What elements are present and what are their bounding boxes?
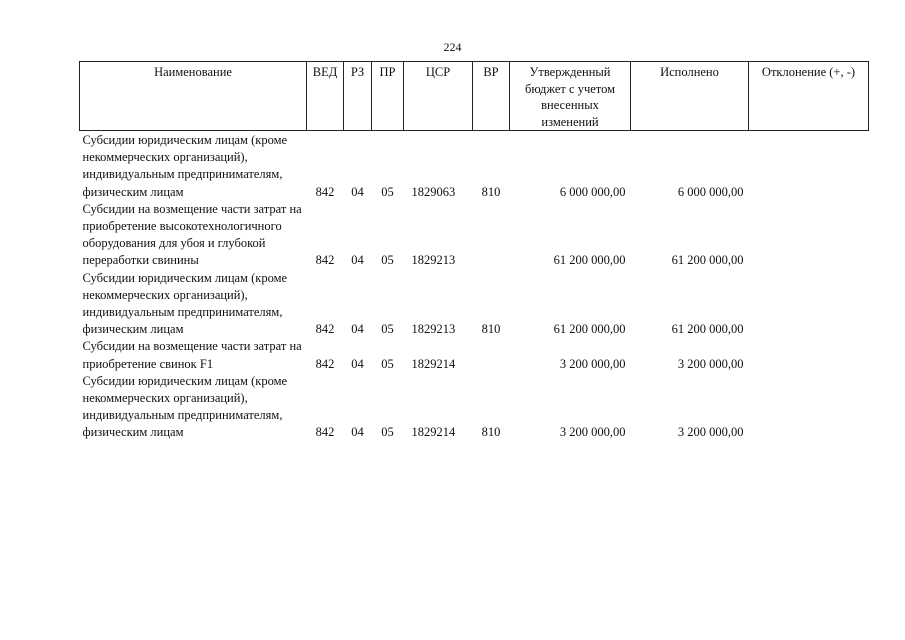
cell-pr: 05 [381,356,394,371]
table-row [80,338,869,372]
cell-executed: 3 200 000,00 [677,356,744,371]
cell-ved: 842 [315,253,335,268]
cell-vr [473,338,510,372]
header-row [80,62,869,131]
table-row [80,373,869,442]
cell-executed: 61 200 000,00 [671,322,744,337]
cell-csr: 1829214 [411,425,456,440]
cell-executed: 6 000 000,00 [677,184,744,199]
cell-ved: 842 [315,425,335,440]
header-approved: Утвержденный бюджет с учетом внесенных изменений [510,62,631,131]
table-row [80,201,869,270]
header-rz: РЗ [344,62,372,131]
cell-ved: 842 [315,184,335,199]
cell-ved: 842 [315,356,335,371]
header-vr: ВР [473,62,510,131]
header-name: Наименование [80,62,307,131]
cell-name: Субсидии на возмещение части затрат на приобретение высокотехнологичного оборудования для убоя и глубокой переработки свинины [82,201,302,268]
table-header [80,62,869,131]
cell-rz: 04 [351,253,364,268]
cell-name: Субсидии юридическим лицам (кроме некоммерческих организаций), индивидуальным предпринимателям, физическим лицам [82,270,288,337]
cell-name: Субсидии юридическим лицам (кроме некоммерческих организаций), индивидуальным предпринимателям, физическим лицам [82,373,288,440]
cell-approved: 6 000 000,00 [559,184,626,199]
cell-deviation [749,373,869,442]
table-row [80,131,869,201]
cell-deviation [749,270,869,339]
cell-approved: 61 200 000,00 [553,322,626,337]
cell-pr: 05 [381,322,394,337]
cell-approved: 61 200 000,00 [553,253,626,268]
cell-approved: 3 200 000,00 [559,425,626,440]
table-row [80,270,869,339]
cell-deviation [749,338,869,372]
cell-pr: 05 [381,184,394,199]
cell-vr [473,201,510,270]
cell-csr: 1829063 [411,184,456,199]
page-number: 224 [443,40,462,54]
cell-csr: 1829213 [411,253,456,268]
cell-csr: 1829213 [411,322,456,337]
cell-vr: 810 [481,425,501,440]
cell-rz: 04 [351,184,364,199]
cell-csr: 1829214 [411,356,456,371]
header-executed: Исполнено [631,62,749,131]
cell-pr: 05 [381,425,394,440]
cell-approved: 3 200 000,00 [559,356,626,371]
header-pr: ПР [372,62,404,131]
cell-rz: 04 [351,356,364,371]
cell-name: Субсидии на возмещение части затрат на приобретение свинок F1 [82,339,302,371]
cell-rz: 04 [351,322,364,337]
budget-table [79,61,869,442]
table-body [80,131,869,442]
cell-pr: 05 [381,253,394,268]
cell-name: Субсидии юридическим лицам (кроме некоммерческих организаций), индивидуальным предпринимателям, физическим лицам [82,133,288,199]
cell-executed: 61 200 000,00 [671,253,744,268]
cell-vr: 810 [481,322,501,337]
cell-ved: 842 [315,322,335,337]
header-csr: ЦСР [404,62,473,131]
cell-vr: 810 [481,184,501,199]
cell-deviation [749,201,869,270]
cell-executed: 3 200 000,00 [677,425,744,440]
cell-deviation [749,131,869,201]
cell-rz: 04 [351,425,364,440]
header-ved: ВЕД [307,62,344,131]
header-deviation: Отклонение (+, -) [749,62,869,131]
